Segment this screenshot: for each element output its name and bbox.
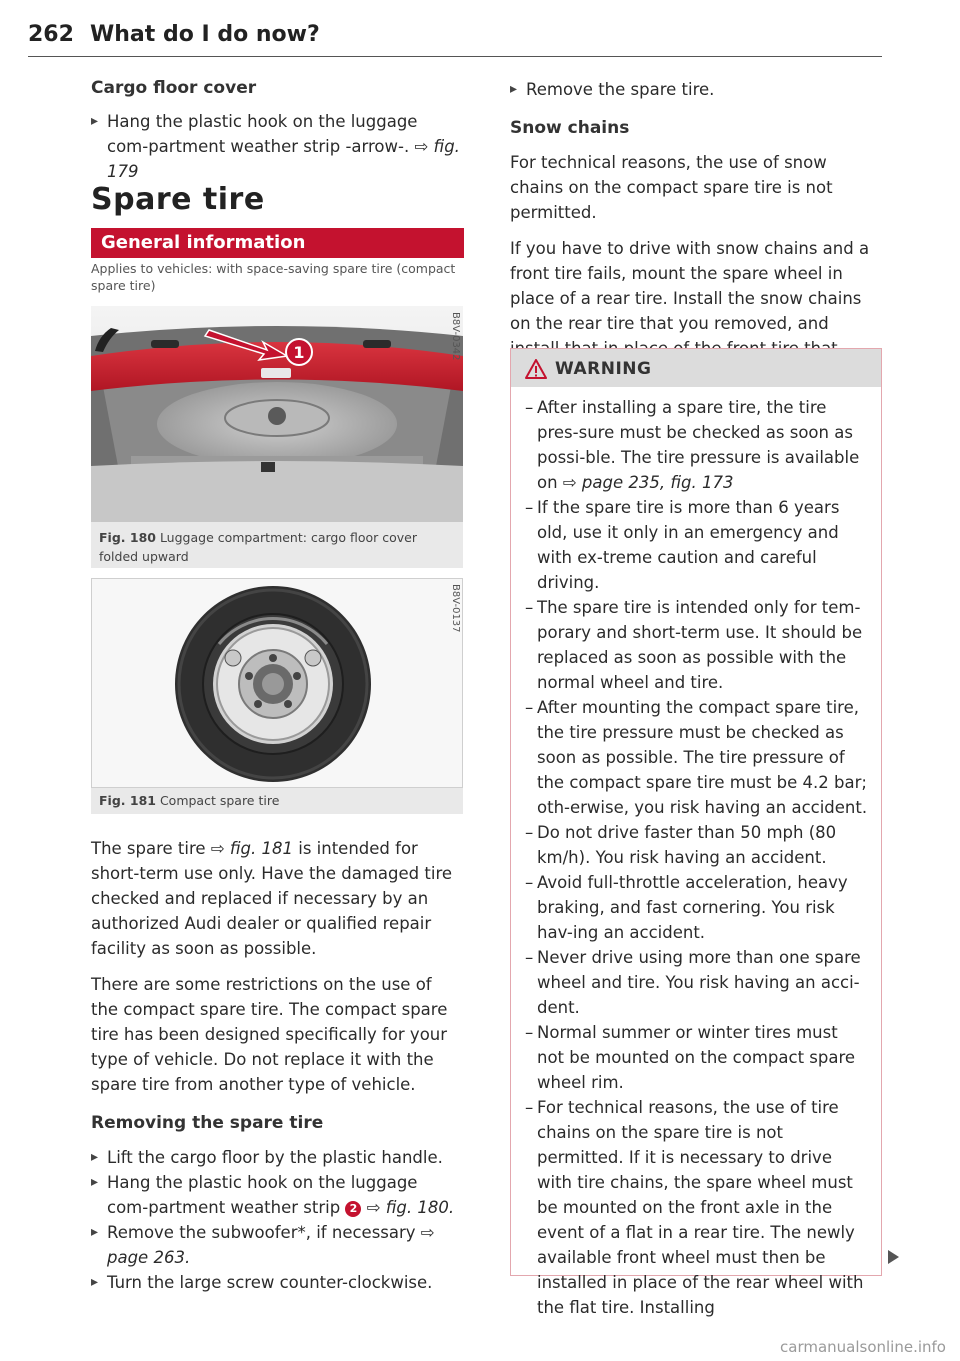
spare-tire-body <box>91 836 463 1295</box>
fig-181-link[interactable]: ⇨ fig. 181 <box>210 839 293 858</box>
warning-item-4: – After mounting the compact spare tire, the tire pressure must be checked as soon as possible. The tire pressure of the compact spare tire must be 4.2 bar; oth-erwise, you risk having an accident. <box>511 695 869 820</box>
watermark: carmanualsonline.info <box>780 1338 946 1356</box>
snow-chains-paragraph-1: For technical reasons, the use of snow chains on the compact spare tire is not permitted. <box>510 153 833 222</box>
figure-181-label: Fig. 181 <box>99 793 156 808</box>
cargo-floor-section <box>91 76 463 184</box>
general-information-bar: General information <box>91 228 464 258</box>
callout-2-marker: 2 <box>345 1201 361 1217</box>
cargo-floor-step: ▸ Hang the plastic hook on the luggage com-partment weather strip -arrow-. ⇨ fig. 179 <box>91 109 463 184</box>
warning-item-1: – After installing a spare tire, the tire pres-sure must be checked as soon as possi-ble. The tire pressure is available on ⇨ page 235, fig. 173 <box>511 395 869 495</box>
warning-item-9: – For technical reasons, the use of tire chains on the spare tire is not permitted. If it is necessary to drive with tire chains, the spare wheel must be mounted on the front axle in the event of a flat in a rear tire. The newly available front wheel must then be installed in place of the rear wheel with the flat tire. Installing <box>511 1095 869 1320</box>
warning-item-5: – Do not drive faster than 50 mph (80 km/h). You risk having an accident. <box>511 820 869 870</box>
page-number: 262 <box>28 22 74 47</box>
luggage-compartment-illustration <box>91 306 463 522</box>
removing-spare-tire-heading: Removing the spare tire <box>91 1113 324 1133</box>
warning-title: WARNING <box>555 359 652 379</box>
section-title: Spare tire <box>91 182 265 217</box>
warning-list <box>511 387 881 1320</box>
chapter-title: What do I do now? <box>90 22 320 47</box>
fig-179-link[interactable]: ⇨ fig. 179 <box>107 137 460 181</box>
figure-180-caption: Fig. 180 Luggage compartment: cargo floor cover folded upward <box>99 530 417 564</box>
page-header <box>28 22 882 57</box>
page-263-link[interactable]: ⇨ page 263. <box>107 1223 435 1267</box>
applies-note: Applies to vehicles: with space-saving spare tire (compact spare tire) <box>91 261 456 293</box>
warning-item-6: – Avoid full-throttle acceleration, heavy braking, and fast cornering. You risk hav-ing an accident. <box>511 870 869 945</box>
callout-1-label: 1 <box>293 343 305 362</box>
warning-item-2: – If the spare tire is more than 6 years old, use it only in an emergency and with ex-treme caution and careful driving. <box>511 495 869 595</box>
fig-180-link[interactable]: ⇨ fig. 180. <box>361 1198 455 1217</box>
warning-item-3: – The spare tire is intended only for tem-porary and short-term use. It should be replaced as soon as possible with the normal wheel and tire. <box>511 595 869 695</box>
snow-chains-paragraph-2: If you have to drive with snow chains and a front tire fails, mount the spare wheel in place of a rear tire. Install the snow chains on the rear tire that you removed, and <box>510 239 870 333</box>
figure-180-label: Fig. 180 <box>99 530 156 545</box>
removing-step-5: ▸ Remove the spare tire. <box>510 77 882 102</box>
removing-step-2: ▸ Hang the plastic hook on the luggage com-partment weather strip 2 ⇨ fig. 180. <box>91 1170 463 1220</box>
warning-header <box>511 349 881 387</box>
removing-step-3: ▸ Remove the subwoofer*, if necessary ⇨ page 263. <box>91 1220 463 1270</box>
warning-item-8: – Normal summer or winter tires must not be mounted on the compact spare wheel rim. <box>511 1020 869 1095</box>
spare-tire-paragraph-1: The spare tire ⇨ fig. 181 is intended for short-term use only. Have the damaged tire checked and replaced if necessary by an authorized Audi dealer or qualified repair facility as soon as possible. <box>91 839 453 958</box>
page-235-link[interactable]: ⇨ page 235, fig. 173 <box>562 473 734 492</box>
warning-triangle-icon <box>525 359 547 379</box>
snow-chains-heading: Snow chains <box>510 118 630 138</box>
cargo-floor-heading: Cargo floor cover <box>91 78 257 98</box>
warning-box <box>510 348 882 1317</box>
figure-181 <box>91 578 463 814</box>
figure-180-code: B8V-0342 <box>450 312 461 361</box>
compact-spare-tire-illustration <box>91 578 463 788</box>
continued-arrow-icon <box>888 1250 899 1264</box>
figure-180 <box>91 306 463 568</box>
right-column-top <box>510 77 882 386</box>
spare-tire-paragraph-2: There are some restrictions on the use of the compact spare tire. The compact spare tire has been designed specifically for your type of vehicle. Do not replace it with the spare tire from another type of vehicle. <box>91 975 448 1094</box>
figure-181-caption: Fig. 181 Compact spare tire <box>99 793 280 808</box>
warning-item-7: – Never drive using more than one spare wheel and tire. You risk having an acci-dent. <box>511 945 869 1020</box>
removing-step-1: ▸ Lift the cargo floor by the plastic handle. <box>91 1145 463 1170</box>
figure-181-code: B8V-0137 <box>450 584 461 633</box>
removing-step-4: ▸ Turn the large screw counter-clockwise. <box>91 1270 463 1295</box>
